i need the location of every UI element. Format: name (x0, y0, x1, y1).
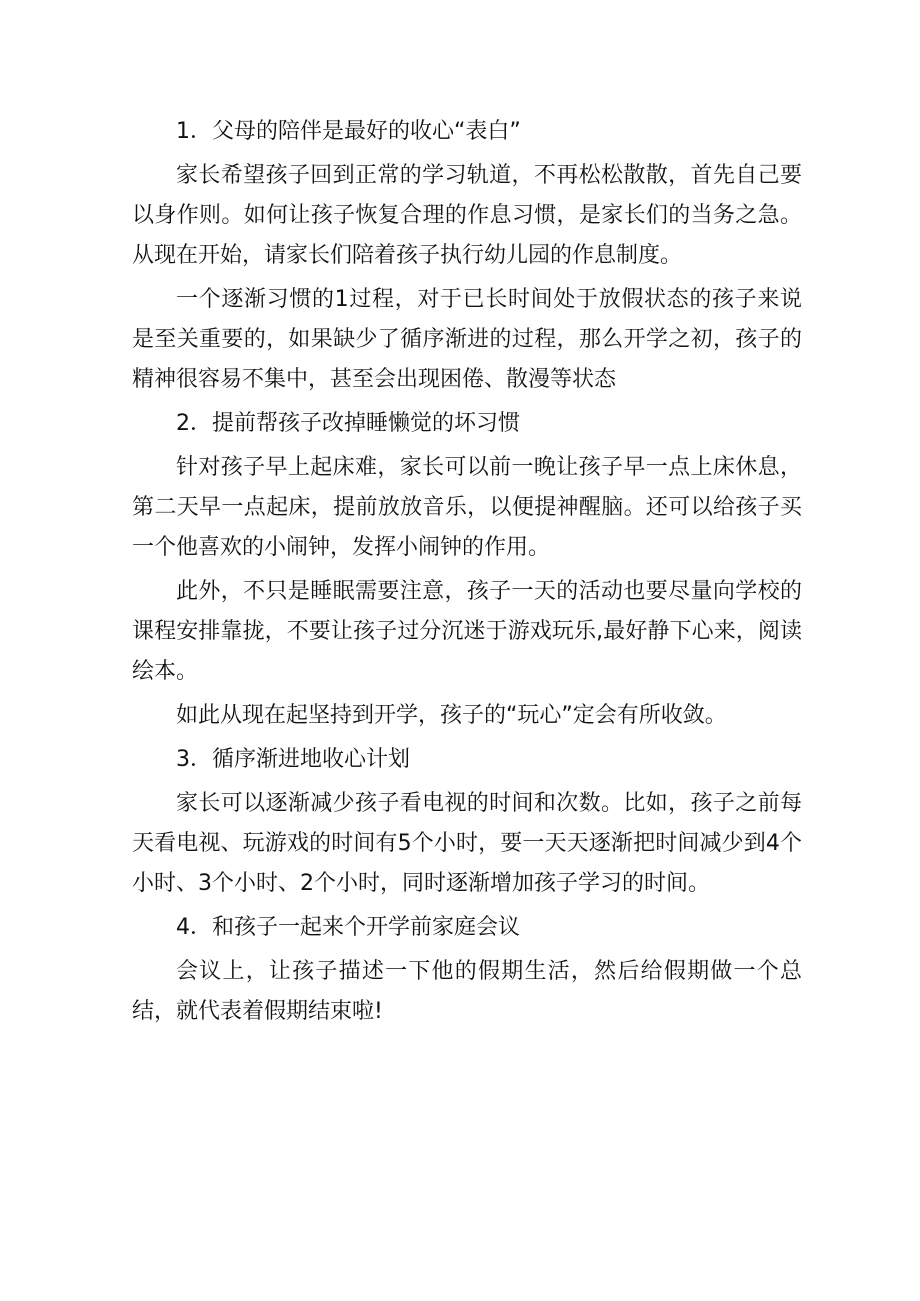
heading-3: 3．循序渐进地收心计划 (176, 747, 410, 772)
paragraph: 一个逐渐习惯的1过程，对于已长时间处于放假状态的孩子来说是至关重要的，如果缺少了循序渐进的过程，那么开学之初，孩子的精神很容易不集中，甚至会出现困倦、散漫等状态 (132, 287, 802, 392)
paragraph: 家长希望孩子回到正常的学习轨道，不再松松散散，首先自己要以身作则。如何让孩子恢复合理的作息习惯，是家长们的当务之急。从现在开始，请家长们陪着孩子执行幼儿园的作息制度。 (132, 163, 802, 268)
paragraph: 家长可以逐渐减少孩子看电视的时间和次数。比如，孩子之前每天看电视、玩游戏的时间有5个小时，要一天天逐渐把时间减少到4个小时、3个小时、2个小时，同时逐渐增加孩子学习的时间。 (132, 791, 802, 896)
paragraph: 会议上，让孩子描述一下他的假期生活，然后给假期做一个总结，就代表着假期结束啦! (132, 959, 802, 1024)
heading-2: 2．提前帮孩子改掉睡懒觉的坏习惯 (176, 411, 520, 436)
paragraph: 如此从现在起坚持到开学，孩子的“玩心”定会有所收敛。 (176, 703, 727, 728)
heading-1: 1．父母的陪伴是最好的收心“表白” (176, 119, 521, 144)
paragraph: 此外，不只是睡眠需要注意，孩子一天的活动也要尽量向学校的课程安排靠拢，不要让孩子过分沉迷于游戏玩乐,最好静下心来，阅读绘本。 (132, 579, 802, 684)
paragraph: 针对孩子早上起床难，家长可以前一晚让孩子早一点上床休息，第二天早一点起床，提前放放音乐，以便提神醒脑。还可以给孩子买一个他喜欢的小闹钟，发挥小闹钟的作用。 (132, 455, 802, 560)
document-body (132, 112, 802, 1032)
heading-4: 4．和孩子一起来个开学前家庭会议 (176, 915, 520, 940)
